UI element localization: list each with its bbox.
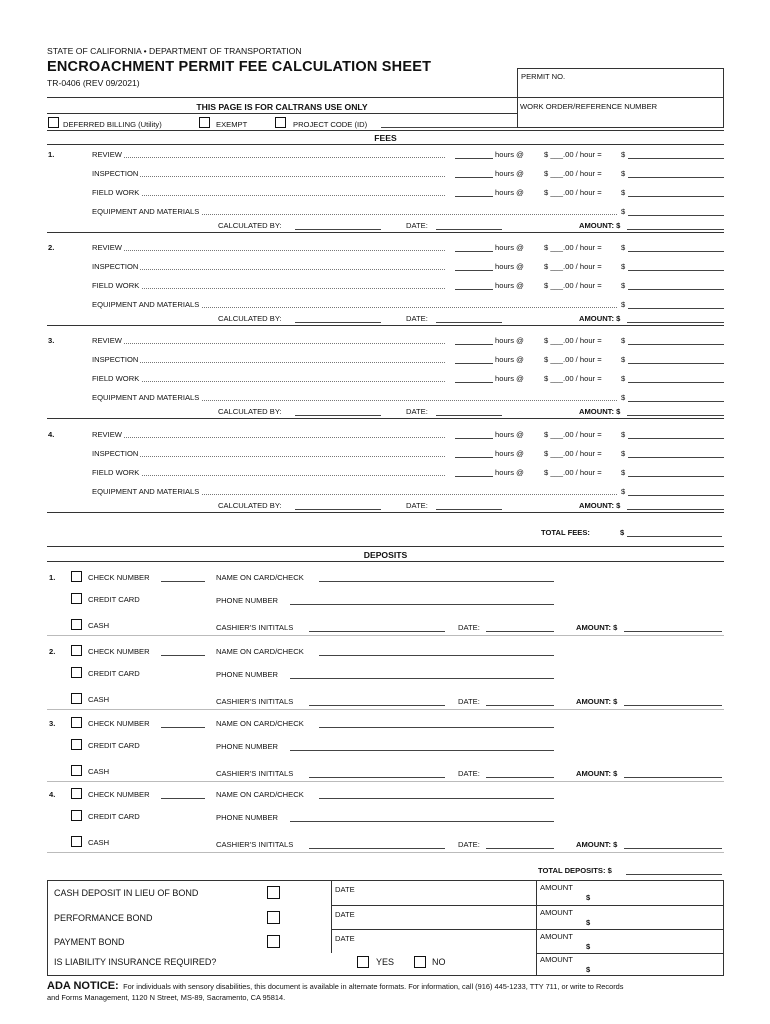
project-code-label: PROJECT CODE (ID) — [293, 120, 368, 129]
fee-hours-field[interactable] — [455, 251, 493, 252]
deposit-date-field[interactable] — [486, 848, 554, 849]
liability-dollar-label: $ — [586, 965, 591, 974]
deposit-amount-label: AMOUNT: $ — [576, 769, 618, 778]
fee-field-work-label: FIELD WORK — [92, 188, 140, 197]
fee-hours-label: hours @ — [495, 262, 524, 271]
fee-dollar-label: $ — [621, 262, 626, 271]
fee-field-work-label: FIELD WORK — [92, 468, 140, 477]
fee-inspection-label: INSPECTION — [92, 449, 139, 458]
fee-dollar-label: $ — [621, 468, 626, 477]
form-title: ENCROACHMENT PERMIT FEE CALCULATION SHEET — [47, 59, 432, 75]
fee-section-number: 3. — [48, 336, 55, 345]
fee-subtotal-field[interactable] — [628, 382, 724, 383]
fee-amount-label: AMOUNT: $ — [579, 314, 621, 323]
fee-hours-field[interactable] — [455, 344, 493, 345]
fee-review-label: REVIEW — [92, 243, 122, 252]
fee-hours-label: hours @ — [495, 188, 524, 197]
bond-label: CASH DEPOSIT IN LIEU OF BOND — [54, 888, 199, 898]
fee-hours-field[interactable] — [455, 438, 493, 439]
fee-hours-label: hours @ — [495, 449, 524, 458]
deposit-section-number: 3. — [49, 719, 56, 728]
check-number-field[interactable] — [161, 727, 205, 728]
cashiers-initials-field[interactable] — [309, 705, 445, 706]
check-number-field[interactable] — [161, 798, 205, 799]
phone-number-field[interactable] — [290, 750, 554, 751]
form-id: TR-0406 (REV 09/2021) — [47, 78, 140, 88]
deposit-amount-label: AMOUNT: $ — [576, 623, 618, 632]
fee-rate-label: $ ___.00 / hour = — [544, 243, 602, 252]
deposits-heading: DEPOSITS — [363, 550, 408, 560]
bond-dollar-label: $ — [586, 918, 591, 927]
deferred-billing-checkbox[interactable] — [48, 117, 59, 128]
bond-date-label: DATE — [335, 934, 355, 943]
project-code-checkbox[interactable] — [275, 117, 286, 128]
fee-subtotal-field[interactable] — [628, 270, 724, 271]
fee-subtotal-field[interactable] — [628, 476, 724, 477]
name-on-card-field[interactable] — [319, 655, 554, 656]
bond-checkbox[interactable] — [267, 935, 280, 948]
fee-rate-label: $ ___.00 / hour = — [544, 468, 602, 477]
name-on-card-field[interactable] — [319, 581, 554, 582]
fee-subtotal-field[interactable] — [628, 177, 724, 178]
fee-rate-label: $ ___.00 / hour = — [544, 355, 602, 364]
fee-section-number: 1. — [48, 150, 55, 159]
name-on-card-label: NAME ON CARD/CHECK — [216, 719, 304, 728]
deposit-amount-field[interactable] — [624, 631, 722, 632]
cashiers-initials-label: CASHIER'S INITITALS — [216, 840, 294, 849]
check-number-field[interactable] — [161, 581, 205, 582]
cashiers-initials-label: CASHIER'S INITITALS — [216, 697, 294, 706]
phone-number-label: PHONE NUMBER — [216, 813, 279, 822]
liability-yes-checkbox[interactable] — [357, 956, 369, 968]
calculated-by-label: CALCULATED BY: — [218, 501, 282, 510]
liability-amount-label: AMOUNT — [540, 955, 573, 964]
calc-date-label: DATE: — [406, 221, 428, 230]
credit-card-checkbox[interactable] — [71, 593, 82, 604]
fee-inspection-label: INSPECTION — [92, 262, 139, 271]
name-on-card-field[interactable] — [319, 727, 554, 728]
fee-review-label: REVIEW — [92, 430, 122, 439]
fee-hours-field[interactable] — [455, 196, 493, 197]
fee-dollar-label: $ — [621, 336, 626, 345]
fee-hours-field[interactable] — [455, 457, 493, 458]
fee-subtotal-field[interactable] — [628, 158, 724, 159]
fee-dollar-label: $ — [621, 487, 626, 496]
ada-label: ADA NOTICE: — [47, 980, 119, 992]
fee-hours-field[interactable] — [455, 289, 493, 290]
permit-no-label: PERMIT NO. — [521, 72, 566, 81]
ada-text-line1: For individuals with sensory disabilities, this document is available in alternate formats. For information, call (916) 445-1233, TTY 711, or write to Records — [123, 982, 624, 991]
fee-hours-label: hours @ — [495, 468, 524, 477]
deposit-date-field[interactable] — [486, 777, 554, 778]
calculated-by-field[interactable] — [295, 322, 381, 323]
fee-subtotal-field[interactable] — [628, 196, 724, 197]
phone-number-label: PHONE NUMBER — [216, 670, 279, 679]
fee-field-work-label: FIELD WORK — [92, 374, 140, 383]
fee-subtotal-field[interactable] — [628, 308, 724, 309]
calc-date-field[interactable] — [436, 322, 502, 323]
fee-inspection-label: INSPECTION — [92, 169, 139, 178]
credit-card-checkbox[interactable] — [71, 739, 82, 750]
deposit-amount-field[interactable] — [624, 848, 722, 849]
calculated-by-field[interactable] — [295, 415, 381, 416]
fee-equipment-label: EQUIPMENT AND MATERIALS — [92, 487, 200, 496]
fee-hours-label: hours @ — [495, 336, 524, 345]
fee-dollar-label: $ — [621, 207, 626, 216]
check-number-label: CHECK NUMBER — [88, 719, 150, 728]
credit-card-label: CREDIT CARD — [88, 741, 140, 750]
fee-subtotal-field[interactable] — [628, 215, 724, 216]
check-number-label: CHECK NUMBER — [88, 573, 150, 582]
calc-date-field[interactable] — [436, 415, 502, 416]
phone-number-label: PHONE NUMBER — [216, 742, 279, 751]
check-number-label: CHECK NUMBER — [88, 647, 150, 656]
exempt-label: EXEMPT — [216, 120, 248, 129]
fee-amount-label: AMOUNT: $ — [579, 501, 621, 510]
deposit-date-label: DATE: — [458, 769, 480, 778]
fee-rate-label: $ ___.00 / hour = — [544, 430, 602, 439]
liability-no-checkbox[interactable] — [414, 956, 426, 968]
name-on-card-field[interactable] — [319, 798, 554, 799]
check-number-field[interactable] — [161, 655, 205, 656]
fee-dollar-label: $ — [621, 169, 626, 178]
fee-section-number: 4. — [48, 430, 55, 439]
fee-equipment-label: EQUIPMENT AND MATERIALS — [92, 300, 200, 309]
calc-date-field[interactable] — [436, 229, 502, 230]
fee-hours-label: hours @ — [495, 281, 524, 290]
cashiers-initials-label: CASHIER'S INITITALS — [216, 769, 294, 778]
fee-dollar-label: $ — [621, 393, 626, 402]
fee-equipment-label: EQUIPMENT AND MATERIALS — [92, 393, 200, 402]
total-fees-label: TOTAL FEES: — [541, 528, 590, 537]
fee-dollar-label: $ — [621, 300, 626, 309]
bond-date-label: DATE — [335, 885, 355, 894]
bond-label: PERFORMANCE BOND — [54, 913, 153, 923]
deposit-section-number: 4. — [49, 790, 56, 799]
fee-subtotal-field[interactable] — [628, 251, 724, 252]
fee-amount-field[interactable] — [627, 229, 724, 230]
caltrans-use-banner: THIS PAGE IS FOR CALTRANS USE ONLY — [196, 102, 368, 112]
fee-amount-field[interactable] — [627, 509, 724, 510]
liability-question: IS LIABILITY INSURANCE REQUIRED? — [54, 957, 217, 967]
deposit-date-label: DATE: — [458, 697, 480, 706]
fee-hours-field[interactable] — [455, 158, 493, 159]
fee-rate-label: $ ___.00 / hour = — [544, 281, 602, 290]
cashiers-initials-field[interactable] — [309, 631, 445, 632]
calculated-by-field[interactable] — [295, 229, 381, 230]
bond-dollar-label: $ — [586, 893, 591, 902]
name-on-card-label: NAME ON CARD/CHECK — [216, 790, 304, 799]
fee-rate-label: $ ___.00 / hour = — [544, 374, 602, 383]
fee-dollar-label: $ — [621, 150, 626, 159]
fee-rate-label: $ ___.00 / hour = — [544, 169, 602, 178]
fee-rate-label: $ ___.00 / hour = — [544, 262, 602, 271]
project-code-field[interactable] — [381, 127, 517, 128]
fee-hours-field[interactable] — [455, 382, 493, 383]
fee-amount-label: AMOUNT: $ — [579, 221, 621, 230]
fee-hours-field[interactable] — [455, 363, 493, 364]
fee-subtotal-field[interactable] — [628, 495, 724, 496]
fee-hours-label: hours @ — [495, 374, 524, 383]
deposit-amount-field[interactable] — [624, 705, 722, 706]
total-deposits-field[interactable] — [626, 874, 722, 875]
check-number-label: CHECK NUMBER — [88, 790, 150, 799]
fee-amount-field[interactable] — [627, 322, 724, 323]
cash-label: CASH — [88, 621, 110, 630]
calc-date-field[interactable] — [436, 509, 502, 510]
fee-dollar-label: $ — [621, 449, 626, 458]
fee-inspection-label: INSPECTION — [92, 355, 139, 364]
fee-dollar-label: $ — [621, 188, 626, 197]
phone-number-field[interactable] — [290, 678, 554, 679]
calculated-by-field[interactable] — [295, 509, 381, 510]
check-number-checkbox[interactable] — [71, 717, 82, 728]
fee-hours-label: hours @ — [495, 430, 524, 439]
ada-notice — [47, 980, 737, 992]
deposit-date-label: DATE: — [458, 623, 480, 632]
cash-checkbox[interactable] — [71, 693, 82, 704]
bond-checkbox[interactable] — [267, 886, 280, 899]
credit-card-checkbox[interactable] — [71, 667, 82, 678]
bond-label: PAYMENT BOND — [54, 937, 125, 947]
fee-hours-field[interactable] — [455, 177, 493, 178]
work-order-field[interactable] — [517, 98, 724, 128]
deposit-amount-label: AMOUNT: $ — [576, 697, 618, 706]
cash-label: CASH — [88, 838, 110, 847]
liability-no-label: NO — [432, 957, 446, 967]
fees-heading: FEES — [374, 133, 397, 143]
phone-number-field[interactable] — [290, 604, 554, 605]
bond-amount-label: AMOUNT — [540, 883, 573, 892]
fee-hours-label: hours @ — [495, 150, 524, 159]
calc-date-label: DATE: — [406, 314, 428, 323]
fee-subtotal-field[interactable] — [628, 344, 724, 345]
fee-hours-label: hours @ — [495, 355, 524, 364]
calculated-by-label: CALCULATED BY: — [218, 407, 282, 416]
work-order-label: WORK ORDER/REFERENCE NUMBER — [520, 102, 658, 111]
cash-label: CASH — [88, 695, 110, 704]
credit-card-label: CREDIT CARD — [88, 669, 140, 678]
fee-rate-label: $ ___.00 / hour = — [544, 449, 602, 458]
bond-dollar-label: $ — [586, 942, 591, 951]
calc-date-label: DATE: — [406, 407, 428, 416]
fee-equipment-label: EQUIPMENT AND MATERIALS — [92, 207, 200, 216]
fee-hours-label: hours @ — [495, 243, 524, 252]
cashiers-initials-field[interactable] — [309, 848, 445, 849]
fee-rate-label: $ ___.00 / hour = — [544, 336, 602, 345]
deferred-billing-label: DEFERRED BILLING (Utility) — [63, 120, 162, 129]
phone-number-field[interactable] — [290, 821, 554, 822]
permit-no-field[interactable] — [517, 68, 724, 98]
check-number-checkbox[interactable] — [71, 788, 82, 799]
fee-rate-label: $ ___.00 / hour = — [544, 150, 602, 159]
deposit-section-number: 1. — [49, 573, 56, 582]
fee-subtotal-field[interactable] — [628, 438, 724, 439]
name-on-card-label: NAME ON CARD/CHECK — [216, 573, 304, 582]
fee-rate-label: $ ___.00 / hour = — [544, 188, 602, 197]
bond-amount-label: AMOUNT — [540, 932, 573, 941]
fee-amount-label: AMOUNT: $ — [579, 407, 621, 416]
fee-dollar-label: $ — [621, 243, 626, 252]
fee-subtotal-field[interactable] — [628, 457, 724, 458]
cashiers-initials-label: CASHIER'S INITITALS — [216, 623, 294, 632]
credit-card-checkbox[interactable] — [71, 810, 82, 821]
deposit-date-label: DATE: — [458, 840, 480, 849]
check-number-checkbox[interactable] — [71, 645, 82, 656]
fee-hours-field[interactable] — [455, 270, 493, 271]
check-number-checkbox[interactable] — [71, 571, 82, 582]
fee-subtotal-field[interactable] — [628, 363, 724, 364]
bond-checkbox[interactable] — [267, 911, 280, 924]
cash-label: CASH — [88, 767, 110, 776]
fee-hours-label: hours @ — [495, 169, 524, 178]
fee-section-number: 2. — [48, 243, 55, 252]
fee-dollar-label: $ — [621, 281, 626, 290]
bond-date-label: DATE — [335, 910, 355, 919]
credit-card-label: CREDIT CARD — [88, 595, 140, 604]
fee-field-work-label: FIELD WORK — [92, 281, 140, 290]
cashiers-initials-field[interactable] — [309, 777, 445, 778]
cash-checkbox[interactable] — [71, 765, 82, 776]
name-on-card-label: NAME ON CARD/CHECK — [216, 647, 304, 656]
cash-checkbox[interactable] — [71, 619, 82, 630]
cash-checkbox[interactable] — [71, 836, 82, 847]
total-fees-dollar: $ — [620, 528, 625, 537]
total-deposits-label: TOTAL DEPOSITS: $ — [538, 866, 612, 875]
fee-amount-field[interactable] — [627, 415, 724, 416]
fee-review-label: REVIEW — [92, 150, 122, 159]
deposit-amount-label: AMOUNT: $ — [576, 840, 618, 849]
agency-line: STATE OF CALIFORNIA • DEPARTMENT OF TRANSPORTATION — [47, 46, 302, 56]
fee-dollar-label: $ — [621, 430, 626, 439]
deposit-section-number: 2. — [49, 647, 56, 656]
fee-hours-field[interactable] — [455, 476, 493, 477]
fee-dollar-label: $ — [621, 355, 626, 364]
exempt-checkbox[interactable] — [199, 117, 210, 128]
fee-subtotal-field[interactable] — [628, 289, 724, 290]
liability-yes-label: YES — [376, 957, 395, 967]
calculated-by-label: CALCULATED BY: — [218, 221, 282, 230]
calc-date-label: DATE: — [406, 501, 428, 510]
phone-number-label: PHONE NUMBER — [216, 596, 279, 605]
fee-subtotal-field[interactable] — [628, 401, 724, 402]
fee-review-label: REVIEW — [92, 336, 122, 345]
credit-card-label: CREDIT CARD — [88, 812, 140, 821]
deposit-date-field[interactable] — [486, 631, 554, 632]
ada-text-line2: and Forms Management, 1120 N Street, MS-89, Sacramento, CA 95814. — [47, 993, 286, 1002]
total-fees-field[interactable] — [627, 536, 722, 537]
bond-amount-label: AMOUNT — [540, 908, 573, 917]
fee-dollar-label: $ — [621, 374, 626, 383]
deposit-date-field[interactable] — [486, 705, 554, 706]
calculated-by-label: CALCULATED BY: — [218, 314, 282, 323]
deposit-amount-field[interactable] — [624, 777, 722, 778]
